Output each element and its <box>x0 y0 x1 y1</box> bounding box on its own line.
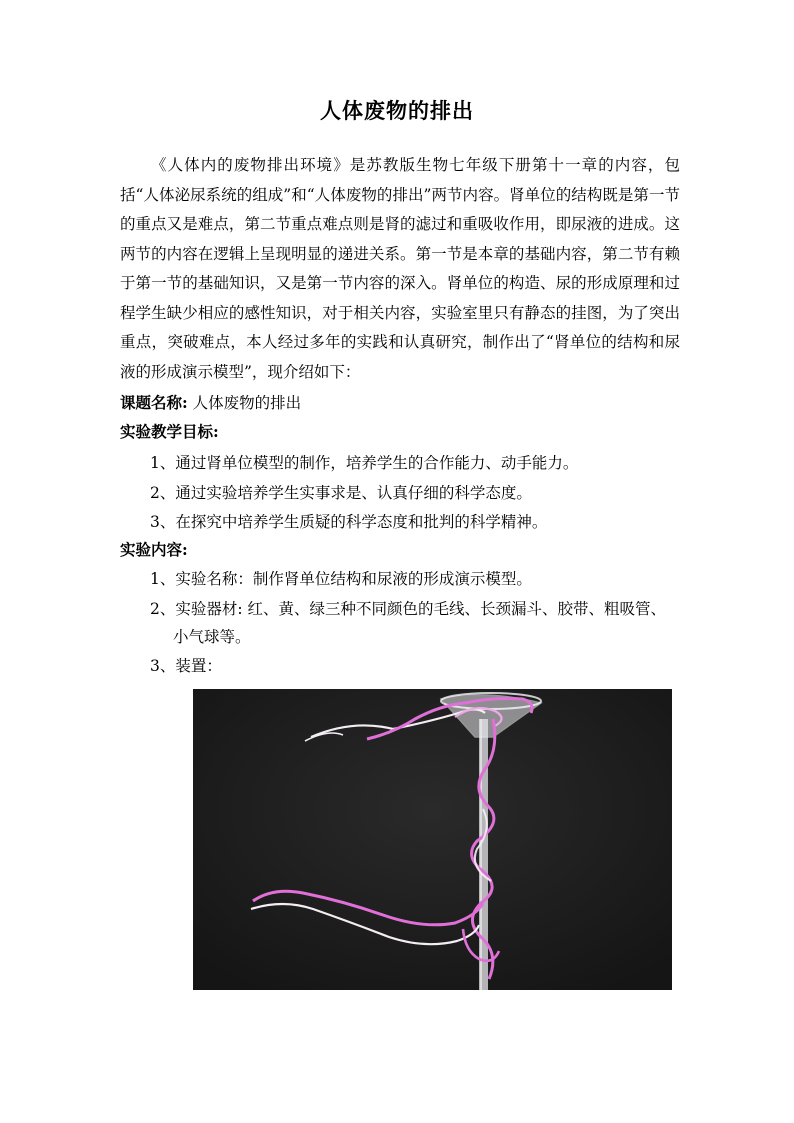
goals-heading: 实验教学目标: <box>120 422 219 441</box>
content-item-2: 2、实验器材: 红、黄、绿三种不同颜色的毛线、长颈漏斗、胶带、粗吸管、 <box>150 600 667 618</box>
course-label: 课题名称: <box>120 393 188 412</box>
page-title: 人体废物的排出 <box>320 98 474 123</box>
content-item-3: 3、装置： <box>150 657 222 675</box>
content-item-2-cont: 小气球等。 <box>173 628 251 646</box>
goal-item-1: 1、通过肾单位模型的制作，培养学生的合作能力、动手能力。 <box>150 454 579 472</box>
course-value: 人体废物的排出 <box>192 394 302 412</box>
goal-item-2: 2、通过实验培养学生实事求是、认真仔细的科学态度。 <box>150 484 532 502</box>
intro-paragraph: 《人体内的废物排出环境》是苏教版生物七年级下册第十一章的内容，包括“人体泌尿系统的组成”和“人体废物的排出”两节内容。肾单位的结构既是第一节的重点又是难点，第二节重点难点则是肾的滤过和重吸收作用，即尿液的进成。这两节的内容在逻辑上呈现明显的递进关系。第一节是本章的基础内容，第二节有赖于第一节的基础知识，又是第一节内容的深入。肾单位的构造、尿的形成原理和过程学生缺少相应的感性知识，对于相关内容，实验室里只有静态的挂图，为了突出重点，突破难点，本人经过多年的实践和认真研究，制作出了“肾单位的结构和尿液的形成演示模型”，现介绍如下： <box>120 156 680 381</box>
apparatus-photo <box>193 689 672 990</box>
goal-item-3: 3、在探究中培养学生质疑的科学态度和批判的科学精神。 <box>150 513 548 531</box>
content-heading: 实验内容: <box>120 540 188 559</box>
content-item-1: 1、实验名称：制作肾单位结构和尿液的形成演示模型。 <box>150 570 532 588</box>
course-line <box>120 391 301 415</box>
